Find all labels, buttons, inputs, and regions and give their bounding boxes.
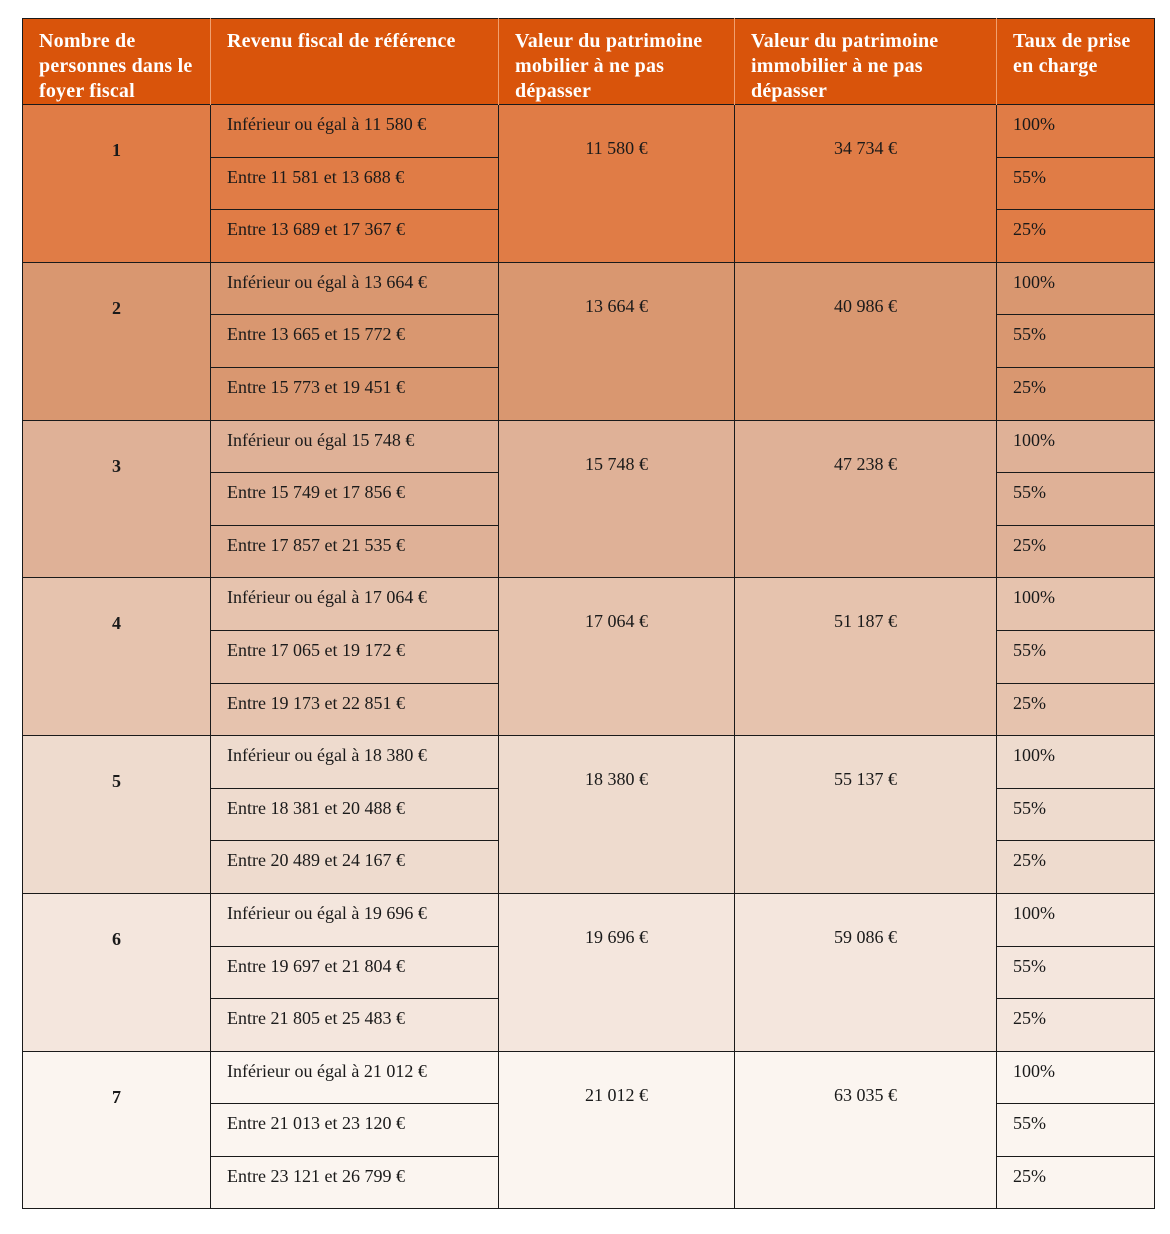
table-row bbox=[23, 105, 1155, 158]
rate-cell: 100% bbox=[997, 262, 1155, 315]
income-cell: Entre 23 121 et 26 799 € bbox=[211, 1156, 499, 1209]
persons-cell: 5 bbox=[23, 736, 211, 894]
persons-cell: 4 bbox=[23, 578, 211, 736]
income-cell: Entre 13 689 et 17 367 € bbox=[211, 210, 499, 263]
rate-cell: 55% bbox=[997, 788, 1155, 841]
income-cell: Inférieur ou égal 15 748 € bbox=[211, 420, 499, 473]
persons-cell: 7 bbox=[23, 1051, 211, 1209]
table-row bbox=[23, 893, 1155, 946]
rate-cell: 55% bbox=[997, 630, 1155, 683]
rate-cell: 55% bbox=[997, 1104, 1155, 1157]
income-cell: Entre 19 697 et 21 804 € bbox=[211, 946, 499, 999]
income-cell: Inférieur ou égal à 19 696 € bbox=[211, 893, 499, 946]
table-row bbox=[23, 1051, 1155, 1104]
mobilier-cell: 17 064 € bbox=[499, 578, 735, 736]
immobilier-cell: 51 187 € bbox=[735, 578, 997, 736]
rate-cell: 25% bbox=[997, 525, 1155, 578]
header-mobilier: Valeur du patrimoine mobilier à ne pas dépasser bbox=[499, 19, 735, 105]
rate-cell: 55% bbox=[997, 946, 1155, 999]
mobilier-cell: 11 580 € bbox=[499, 105, 735, 263]
rate-cell: 25% bbox=[997, 210, 1155, 263]
income-cell: Entre 21 805 et 25 483 € bbox=[211, 999, 499, 1052]
rate-cell: 100% bbox=[997, 893, 1155, 946]
income-cell: Inférieur ou égal à 18 380 € bbox=[211, 736, 499, 789]
immobilier-cell: 59 086 € bbox=[735, 893, 997, 1051]
income-cell: Inférieur ou égal à 21 012 € bbox=[211, 1051, 499, 1104]
rate-cell: 100% bbox=[997, 1051, 1155, 1104]
header-income: Revenu fiscal de référence bbox=[211, 19, 499, 105]
rate-cell: 55% bbox=[997, 473, 1155, 526]
rate-cell: 100% bbox=[997, 736, 1155, 789]
immobilier-cell: 40 986 € bbox=[735, 262, 997, 420]
rate-cell: 25% bbox=[997, 1156, 1155, 1209]
income-cell: Inférieur ou égal à 13 664 € bbox=[211, 262, 499, 315]
header-rate: Taux de prise en charge bbox=[997, 19, 1155, 105]
income-cell: Entre 20 489 et 24 167 € bbox=[211, 841, 499, 894]
rate-cell: 25% bbox=[997, 683, 1155, 736]
mobilier-cell: 19 696 € bbox=[499, 893, 735, 1051]
immobilier-cell: 34 734 € bbox=[735, 105, 997, 263]
rate-cell: 100% bbox=[997, 578, 1155, 631]
rate-cell: 100% bbox=[997, 420, 1155, 473]
rate-cell: 25% bbox=[997, 999, 1155, 1052]
mobilier-cell: 13 664 € bbox=[499, 262, 735, 420]
mobilier-cell: 21 012 € bbox=[499, 1051, 735, 1209]
immobilier-cell: 63 035 € bbox=[735, 1051, 997, 1209]
mobilier-cell: 18 380 € bbox=[499, 736, 735, 894]
table-row bbox=[23, 578, 1155, 631]
rate-cell: 55% bbox=[997, 315, 1155, 368]
immobilier-cell: 55 137 € bbox=[735, 736, 997, 894]
rate-cell: 100% bbox=[997, 105, 1155, 158]
rate-cell: 25% bbox=[997, 841, 1155, 894]
table-row bbox=[23, 262, 1155, 315]
header-immobilier: Valeur du patrimoine immobilier à ne pas dépasser bbox=[735, 19, 997, 105]
income-cell: Entre 17 065 et 19 172 € bbox=[211, 630, 499, 683]
persons-cell: 2 bbox=[23, 262, 211, 420]
income-cell: Inférieur ou égal à 11 580 € bbox=[211, 105, 499, 158]
persons-cell: 6 bbox=[23, 893, 211, 1051]
mobilier-cell: 15 748 € bbox=[499, 420, 735, 578]
income-cell: Entre 15 773 et 19 451 € bbox=[211, 367, 499, 420]
income-cell: Entre 17 857 et 21 535 € bbox=[211, 525, 499, 578]
income-cell: Entre 15 749 et 17 856 € bbox=[211, 473, 499, 526]
table-row bbox=[23, 736, 1155, 789]
eligibility-table bbox=[22, 18, 1155, 1209]
income-cell: Entre 11 581 et 13 688 € bbox=[211, 157, 499, 210]
rate-cell: 55% bbox=[997, 157, 1155, 210]
rate-cell: 25% bbox=[997, 367, 1155, 420]
income-cell: Entre 18 381 et 20 488 € bbox=[211, 788, 499, 841]
income-cell: Inférieur ou égal à 17 064 € bbox=[211, 578, 499, 631]
income-cell: Entre 19 173 et 22 851 € bbox=[211, 683, 499, 736]
persons-cell: 1 bbox=[23, 105, 211, 263]
income-cell: Entre 21 013 et 23 120 € bbox=[211, 1104, 499, 1157]
header-row bbox=[23, 19, 1155, 105]
immobilier-cell: 47 238 € bbox=[735, 420, 997, 578]
income-cell: Entre 13 665 et 15 772 € bbox=[211, 315, 499, 368]
table-row bbox=[23, 420, 1155, 473]
header-persons: Nombre de personnes dans le foyer fiscal bbox=[23, 19, 211, 105]
persons-cell: 3 bbox=[23, 420, 211, 578]
